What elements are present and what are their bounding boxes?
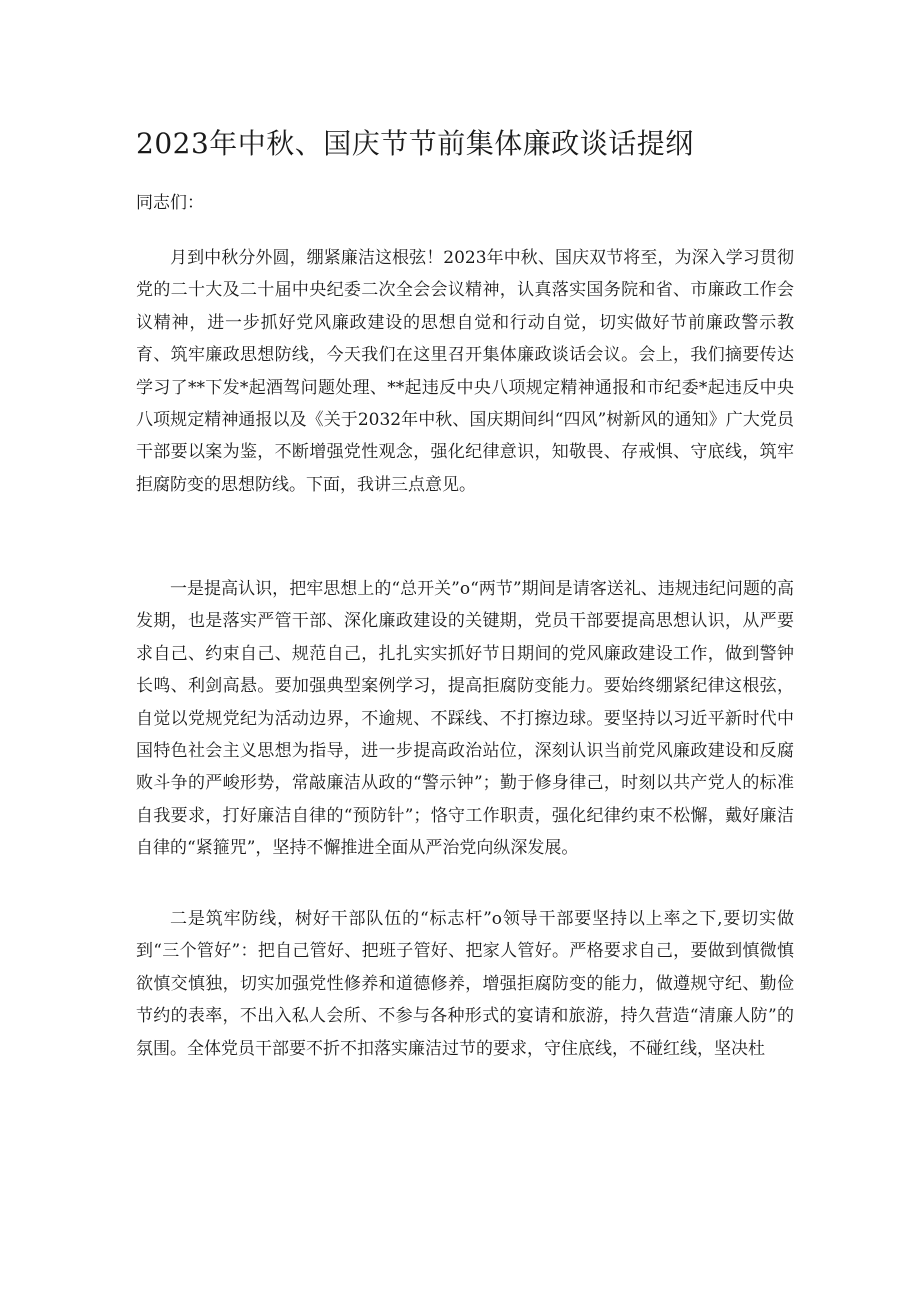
paragraph-intro: 月到中秋分外圆，绷紧廉洁这根弦！2023年中秋、国庆双节将至，为深入学习贯彻党的二十大及二十届中央纪委二次全会会议精神，认真落实国务院和省、市廉政工作会议精神，进一步抓好党风廉政建设的思想自觉和行动自觉，切实做好节前廉政警示教育、筑牢廉政思想防线，今天我们在这里召开集体廉政谈话会议。会上，我们摘要传达学习了**下发*起酒驾问题处理、**起违反中央八项规定精神通报和市纪委*起违反中央八项规定精神通报以及《关于2032年中秋、国庆期间纠“四风”树新风的通知》广大党员干部要以案为鉴，不断增强党性观念，强化纪律意识，知敬畏、存戒惧、守底线，筑牢拒腐防变的思想防线。下面，我讲三点意见。 — [136, 248, 794, 495]
document-title: 2023年中秋、国庆节节前集体廉政谈话提纲 — [136, 127, 694, 160]
paragraph-point-two: 二是筑牢防线，树好干部队伍的“标志杆”o领导干部要坚持以上率之下,要切实做到“三个管好”：把自己管好、把班子管好、把家人管好。严格要求自己，要做到慎微慎欲慎交慎独，切实加强党性修养和道德修养，增强拒腐防变的能力，做遵规守纪、勤俭节约的表率，不出入私人会所、不参与各种形式的宴请和旅游，持久营造“清廉人防”的氛围。全体党员干部要不折不扣落实廉洁过节的要求，守住底线，不碰红线，坚决杜 — [136, 909, 794, 1059]
paragraph-point-one: 一是提高认识，把牢思想上的“总开关”o“两节”期间是请客送礼、违规违纪问题的高发期，也是落实严管干部、深化廉政建设的关键期，党员干部要提高思想认识，从严要求自己、约束自己、规范自己，扎扎实实抓好节日期间的党风廉政建设工作，做到警钟长鸣、利剑高悬。要加强典型案例学习，提高拒腐防变能力。要始终绷紧纪律这根弦，自觉以党规党纪为活动边界，不逾规、不踩线、不打擦边球。要坚持以习近平新时代中国特色社会主义思想为指导，进一步提高政治站位，深刻认识当前党风廉政建设和反腐败斗争的严峻形势，常敲廉洁从政的“警示钟”；勤于修身律己，时刻以共产党人的标准自我要求，打好廉洁自律的“预防针”；恪守工作职责，强化纪律约束不松懈，戴好廉洁自律的“紧箍咒”，坚持不懈推进全面从严治党向纵深发展。 — [136, 579, 794, 859]
greeting: 同志们： — [136, 193, 204, 213]
